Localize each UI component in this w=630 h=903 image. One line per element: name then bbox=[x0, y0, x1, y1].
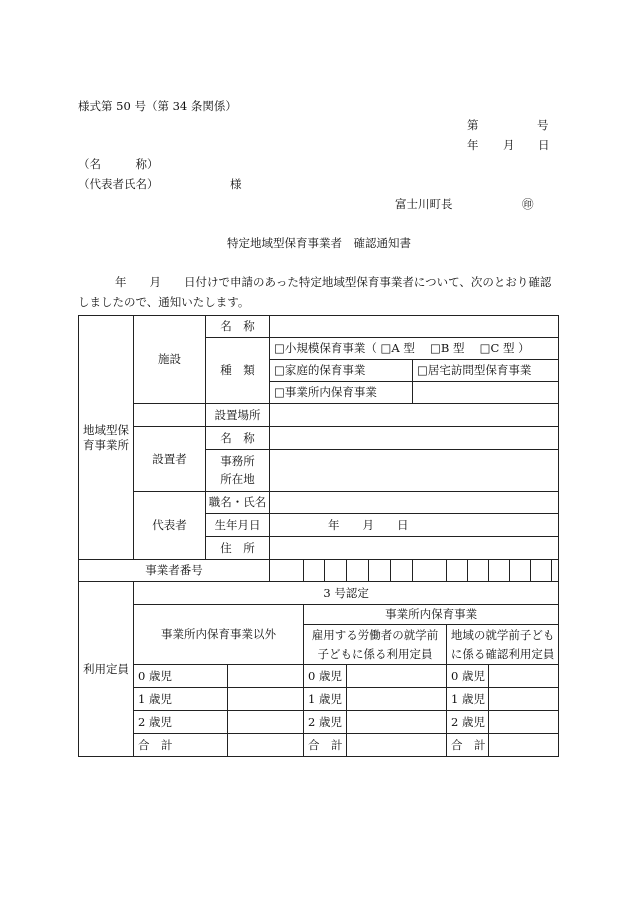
total-value-a[interactable] bbox=[228, 734, 304, 757]
total-value-c[interactable] bbox=[489, 734, 559, 757]
office-address-label bbox=[206, 450, 270, 492]
type-home-option[interactable]: □家庭的保育事業 bbox=[270, 360, 413, 382]
facility-name-label: 名 称 bbox=[206, 316, 270, 338]
age-0-value-c[interactable] bbox=[489, 665, 559, 688]
age-0-label-b: 0 歳児 bbox=[304, 665, 347, 688]
birthdate-value[interactable] bbox=[270, 514, 559, 537]
address-label: 住 所 bbox=[206, 537, 270, 560]
seal-mark: ㊞ bbox=[522, 197, 534, 211]
operator-number-digit[interactable] bbox=[468, 560, 489, 582]
operator-number-digit[interactable] bbox=[270, 560, 304, 582]
office-address-value[interactable] bbox=[270, 450, 559, 492]
employee-children-label-2: 子どもに係る利用定員 bbox=[304, 645, 447, 665]
operator-number-digit[interactable] bbox=[391, 560, 413, 582]
type-blank-cell bbox=[413, 382, 559, 404]
facility-type-label: 種 類 bbox=[206, 338, 270, 404]
age-0-label-c: 0 歳児 bbox=[447, 665, 489, 688]
total-value-b[interactable] bbox=[347, 734, 447, 757]
operator-number-digit[interactable] bbox=[531, 560, 552, 582]
total-label-b: 合 計 bbox=[304, 734, 347, 757]
position-name-label: 職名・氏名 bbox=[206, 492, 270, 514]
honorific: 様 bbox=[230, 177, 242, 191]
address-value[interactable] bbox=[270, 537, 559, 560]
operator-number-digit[interactable] bbox=[304, 560, 325, 582]
type-home-visit-option[interactable]: □居宅訪問型保育事業 bbox=[413, 360, 559, 382]
representative-label: 代表者 bbox=[134, 492, 206, 560]
operator-number-digit[interactable] bbox=[413, 560, 447, 582]
age-1-value-c[interactable] bbox=[489, 688, 559, 711]
section-label-cell bbox=[79, 316, 134, 560]
operator-number-digit[interactable] bbox=[369, 560, 391, 582]
age-2-value-b[interactable] bbox=[347, 711, 447, 734]
issuer: 富士川町長 bbox=[395, 197, 453, 211]
facility-label: 施設 bbox=[134, 316, 206, 404]
age-2-value-c[interactable] bbox=[489, 711, 559, 734]
date-day: 日 bbox=[538, 138, 550, 152]
total-label-a: 合 計 bbox=[134, 734, 228, 757]
location-value[interactable] bbox=[270, 404, 559, 427]
section-label: 地域型保育事業所 bbox=[83, 423, 129, 452]
operator-number-digit[interactable] bbox=[489, 560, 510, 582]
body-text-line-2: しましたので、通知いたします。 bbox=[78, 295, 250, 309]
operator-number-end bbox=[552, 560, 559, 582]
age-2-label-a: 2 歳児 bbox=[134, 711, 228, 734]
workplace-label: 事業所内保育事業 bbox=[304, 605, 559, 625]
age-2-value-a[interactable] bbox=[228, 711, 304, 734]
capacity-label: 利用定員 bbox=[79, 582, 134, 757]
date-year: 年 bbox=[467, 138, 479, 152]
type-small-scale-option[interactable]: □小規模保育事業（ □A 型 □B 型 □C 型 ） bbox=[270, 338, 559, 360]
facility-name-value[interactable] bbox=[270, 316, 559, 338]
date-month: 月 bbox=[503, 138, 515, 152]
body-text-line-1: 年 月 日付けで申請のあった特定地域型保育事業者について、次のとおり確認 bbox=[115, 275, 552, 289]
document-title: 特定地域型保育事業者 確認通知書 bbox=[227, 236, 411, 250]
operator-number-digit[interactable] bbox=[325, 560, 347, 582]
location-label: 設置場所 bbox=[206, 404, 270, 427]
employee-children-label: 雇用する労働者の就学前 bbox=[304, 625, 447, 645]
office-label-line-1: 事務所 bbox=[220, 453, 255, 468]
age-1-label-c: 1 歳児 bbox=[447, 688, 489, 711]
founder-name-value[interactable] bbox=[270, 427, 559, 450]
age-1-value-a[interactable] bbox=[228, 688, 304, 711]
office-label-line-2: 所在地 bbox=[220, 471, 255, 486]
age-0-label-a: 0 歳児 bbox=[134, 665, 228, 688]
local-children-label-2: に係る確認利用定員 bbox=[447, 645, 559, 665]
founder-name-label: 名 称 bbox=[206, 427, 270, 450]
operator-number-label: 事業者番号 bbox=[79, 560, 270, 582]
location-spacer bbox=[134, 404, 206, 427]
recipient-name-label: （名 称） bbox=[78, 157, 159, 171]
local-children-label: 地域の就学前子ども bbox=[447, 625, 559, 645]
birthdate-label: 生年月日 bbox=[206, 514, 270, 537]
total-label-c: 合 計 bbox=[447, 734, 489, 757]
age-2-label-c: 2 歳児 bbox=[447, 711, 489, 734]
recipient-representative-label: （代表者氏名） bbox=[78, 177, 159, 191]
operator-number-digit[interactable] bbox=[510, 560, 531, 582]
form-number: 様式第 50 号（第 34 条関係） bbox=[78, 99, 237, 113]
age-0-value-a[interactable] bbox=[228, 665, 304, 688]
doc-number-suffix: 号 bbox=[537, 118, 549, 132]
age-1-label-b: 1 歳児 bbox=[304, 688, 347, 711]
birthdate-placeholder: 年 月 日 bbox=[328, 517, 409, 532]
age-0-value-b[interactable] bbox=[347, 665, 447, 688]
age-1-label-a: 1 歳児 bbox=[134, 688, 228, 711]
position-name-value[interactable] bbox=[270, 492, 559, 514]
operator-number-digit[interactable] bbox=[447, 560, 468, 582]
certification-3-label: 3 号認定 bbox=[134, 582, 559, 605]
age-1-value-b[interactable] bbox=[347, 688, 447, 711]
founder-label: 設置者 bbox=[134, 427, 206, 492]
operator-number-digit[interactable] bbox=[347, 560, 369, 582]
age-2-label-b: 2 歳児 bbox=[304, 711, 347, 734]
doc-number-prefix: 第 bbox=[467, 118, 479, 132]
confirmation-table bbox=[78, 315, 559, 757]
type-workplace-option[interactable]: □事業所内保育事業 bbox=[270, 382, 413, 404]
non-workplace-label: 事業所内保育事業以外 bbox=[134, 605, 304, 665]
